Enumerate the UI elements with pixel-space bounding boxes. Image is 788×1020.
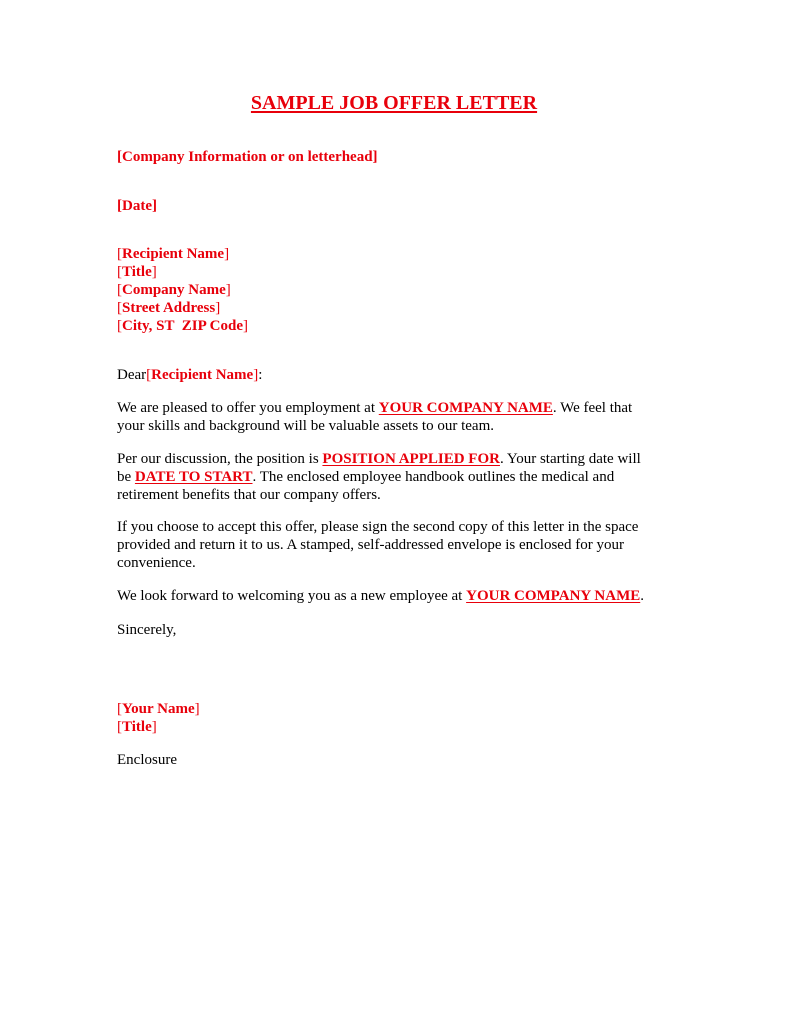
paragraph-offer — [117, 399, 677, 435]
enclosure-note: Enclosure — [117, 752, 177, 768]
company-info-placeholder: [Company Information or on letterhead] — [117, 149, 378, 165]
salutation-name: Recipient Name — [151, 367, 254, 383]
recipient-company: Company Name — [122, 282, 226, 298]
date-placeholder: [Date] — [117, 198, 157, 214]
start-date-placeholder: DATE TO START — [134, 469, 253, 485]
para1-text-start: We are pleased to offer you employment at — [117, 400, 379, 416]
letter-title: SAMPLE JOB OFFER LETTER — [250, 92, 538, 114]
para2-line2-start: be — [117, 469, 135, 485]
paragraph-acceptance — [117, 518, 677, 572]
recipient-street: Street Address — [122, 300, 216, 316]
paragraph-welcome — [117, 587, 644, 605]
position-placeholder: POSITION APPLIED FOR — [322, 451, 500, 467]
para2-line2-end: . The enclosed employee handbook outlines the medical and — [252, 469, 615, 485]
recipient-city: City, ST ZIP Code — [122, 318, 244, 334]
signature-name: Your Name — [122, 701, 195, 717]
para2-text-end: . Your starting date will — [499, 451, 641, 467]
recipient-street-line: [Street Address] — [117, 300, 221, 316]
salutation-suffix: : — [258, 367, 263, 383]
signature-title: Title — [122, 719, 152, 735]
para1-line2: your skills and background will be valuable assets to our team. — [117, 418, 494, 434]
para4-text-start: We look forward to welcoming you as a new employee at — [117, 588, 467, 604]
recipient-name-line: [Recipient Name] — [117, 246, 230, 262]
para2-text-start: Per our discussion, the position is — [117, 451, 323, 467]
signature-title-line: [Title] — [117, 719, 157, 735]
para3-line1: If you choose to accept this offer, please sign the second copy of this letter in the space — [117, 519, 639, 535]
para2-line3: retirement benefits that our company offers. — [117, 487, 381, 503]
recipient-title-line: [Title] — [117, 264, 157, 280]
para4-text-end: . — [640, 588, 644, 604]
closing: Sincerely, — [117, 622, 177, 638]
para3-line2: provided and return it to us. A stamped, self-addressed envelope is enclosed for your — [117, 537, 624, 553]
salutation-prefix: Dear — [117, 367, 147, 383]
signature-name-line: [Your Name] — [117, 701, 200, 717]
paragraph-position — [117, 450, 677, 504]
company-name-placeholder: YOUR COMPANY NAME — [378, 400, 553, 416]
recipient-company-line: [Company Name] — [117, 282, 231, 298]
para3-line3: convenience. — [117, 555, 196, 571]
recipient-name: Recipient Name — [122, 246, 225, 262]
para1-text-end: . We feel that — [552, 400, 633, 416]
company-name-placeholder-2: YOUR COMPANY NAME — [466, 588, 641, 604]
recipient-city-line: [City, ST ZIP Code] — [117, 318, 249, 334]
salutation: Dear[Recipient Name]: — [117, 367, 263, 383]
recipient-title: Title — [122, 264, 152, 280]
